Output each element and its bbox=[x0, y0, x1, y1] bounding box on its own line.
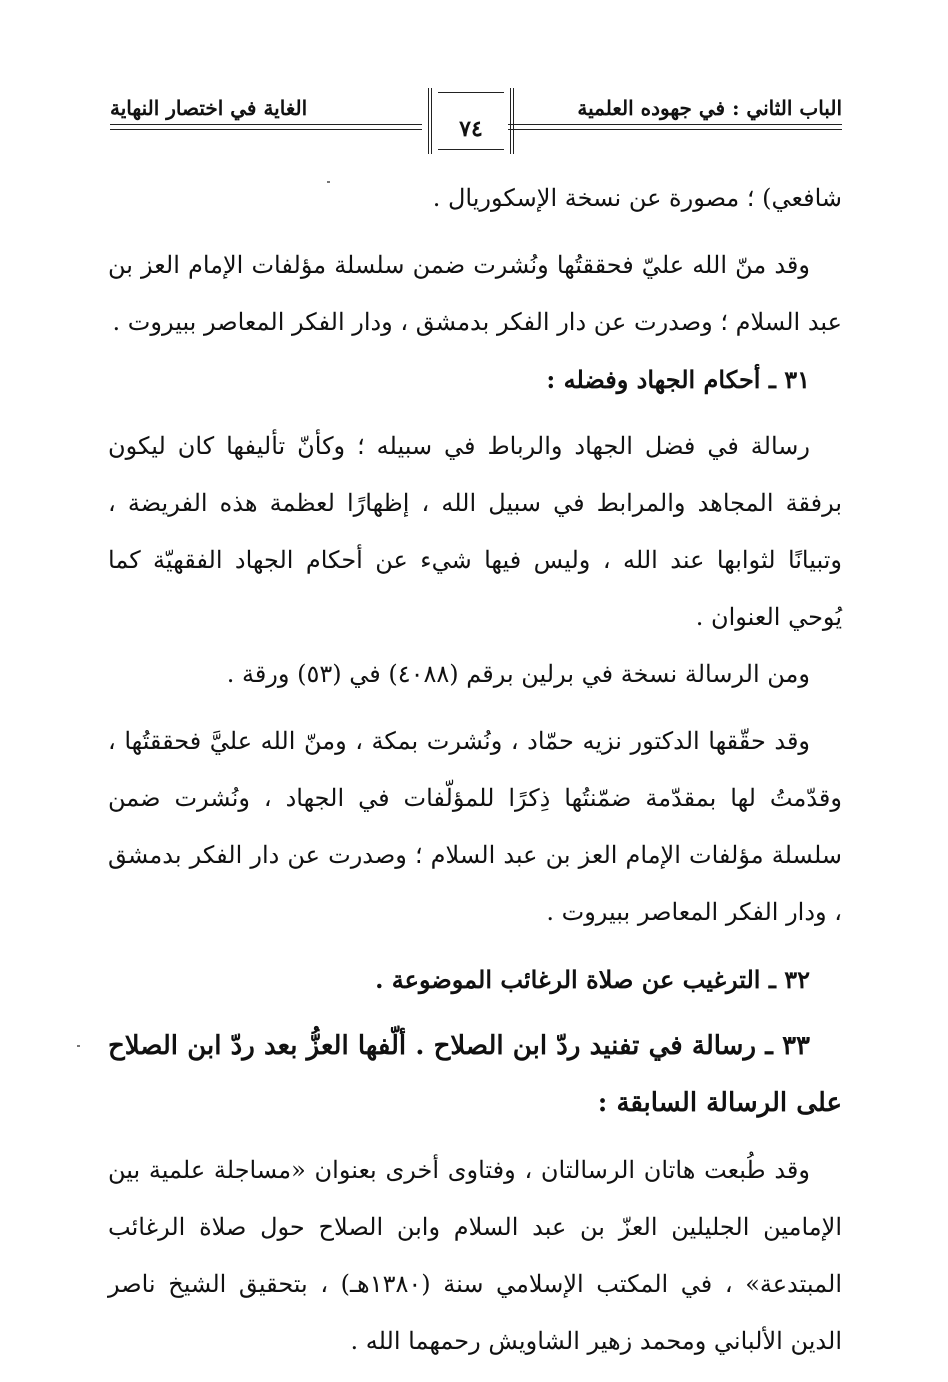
book-title: الغاية في اختصار النهاية bbox=[110, 96, 308, 120]
paragraph-jihad-editions: وقد حقّقها الدكتور نزيه حمّاد ، ونُشرت بمكة ، ومنّ الله عليَّ فحققتُها ، وقدّمتُ لها بمقدّمة ضمّنتُها ذِكرًا للمؤلّفات في الجهاد ، ونُشرت ضمن سلسلة مؤلفات الإمام العز بن عبد السلام ؛ وصدرت عن دار الفكر بدمشق ، ودار الفكر المعاصر ببيروت . bbox=[108, 727, 842, 926]
header-rule-right-inner bbox=[508, 129, 842, 130]
page-number-frame bbox=[428, 88, 514, 154]
heading-item-32: ٣٢ ـ الترغيب عن صلاة الرغائب الموضوعة . bbox=[375, 965, 810, 994]
paragraph-continuation: شافعي) ؛ مصورة عن نسخة الإسكوريال . bbox=[432, 184, 842, 212]
header-rule-left bbox=[110, 124, 422, 125]
page-number: ٧٤ bbox=[459, 116, 483, 142]
chapter-title: الباب الثاني : في جهوده العلمية bbox=[577, 96, 842, 120]
scan-speck bbox=[77, 1045, 80, 1047]
scan-speck bbox=[327, 181, 330, 183]
header-rule-left-inner bbox=[110, 129, 422, 130]
heading-item-31: ٣١ ـ أحكام الجهاد وفضله : bbox=[546, 365, 810, 394]
paragraph-publication-note: وقد منّ الله عليّ فحققتُها ونُشرت ضمن سلسلة مؤلفات الإمام العز بن عبد السلام ؛ وصدرت عن دار الفكر بدمشق ، ودار الفكر المعاصر ببيروت . bbox=[108, 251, 842, 336]
paragraph-jihad-description: رسالة في فضل الجهاد والرباط في سبيله ؛ وكأنّ تأليفها كان ليكون برفقة المجاهد والمرابط في سبيل الله ، إظهارًا لعظمة هذه الفريضة ، وتبيانًا لثوابها عند الله ، وليس فيها شيء عن أحكام الجهاد الفقهيّة كما يُوحي العنوان . bbox=[108, 432, 842, 631]
paragraph-berlin-copy: ومن الرسالة نسخة في برلين برقم (٤٠٨٨) في (٥٣) ورقة . bbox=[226, 660, 810, 688]
page-header bbox=[110, 88, 842, 158]
header-rule-right bbox=[508, 124, 842, 125]
heading-item-33: ٣٣ ـ رسالة في تفنيد ردّ ابن الصلاح . ألّفها العزُّ بعد ردّ ابن الصلاح على الرسالة السابقة : bbox=[108, 1031, 842, 1118]
page-body bbox=[108, 170, 842, 1370]
paragraph-printing-note: وقد طُبعت هاتان الرسالتان ، وفتاوى أخرى بعنوان «مساجلة علمية بين الإمامين الجليلين العزّ بن عبد السلام وابن الصلاح حول صلاة الرغائب المبتدعة» ، في المكتب الإسلامي سنة (١٣٨٠هـ) ، بتحقيق الشيخ ناصر الدين الألباني ومحمد زهير الشاويش رحمهما الله . bbox=[108, 1156, 842, 1355]
